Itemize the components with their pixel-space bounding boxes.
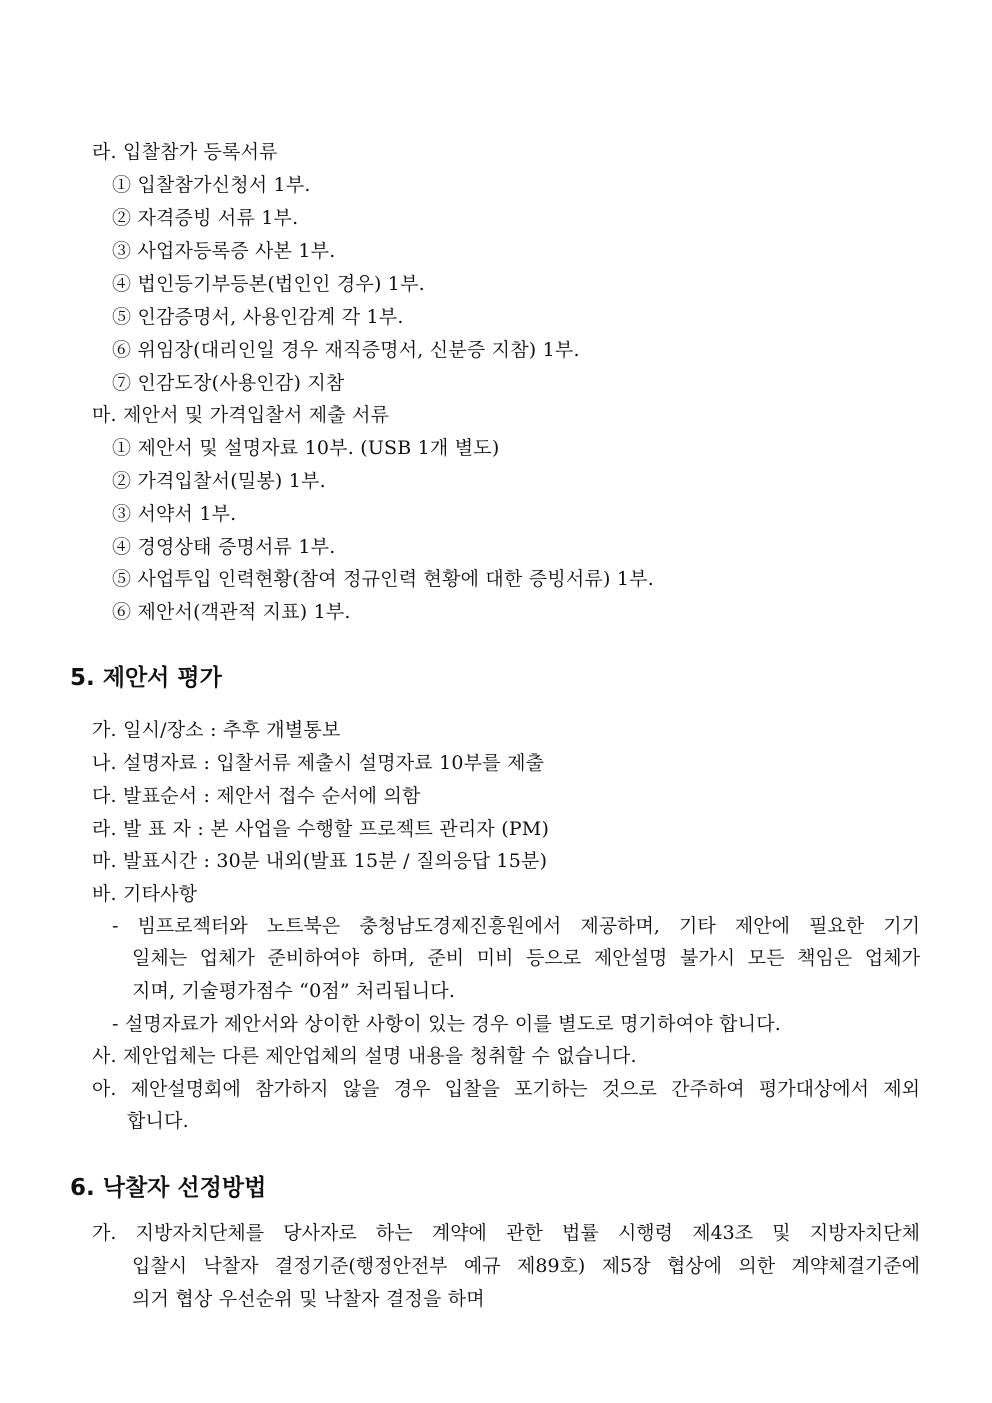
list-item: ⑤ 인감증명서, 사용인감계 각 1부.	[112, 306, 404, 328]
etc-bullet-line: - 빔프로젝터와 노트북은 충청남도경제진흥원에서 제공하며, 기타 제안에 필요한 기기	[112, 915, 920, 937]
list-item: ⑥ 제안서(객관적 지표) 1부.	[112, 601, 351, 623]
list-item: 바. 기타사항	[92, 883, 198, 905]
etc-bullet-line: 일체는 업체가 준비하여야 하며, 준비 미비 등으로 제안설명 불가시 모든 책임은 업체가	[132, 947, 920, 969]
list-item: ① 제안서 및 설명자료 10부. (USB 1개 별도)	[112, 437, 500, 459]
heading-ra-registration: 라. 입찰참가 등록서류	[92, 141, 278, 163]
list-item-continuation: 의거 협상 우선순위 및 낙찰자 결정을 하며	[132, 1288, 485, 1310]
list-item: 가. 지방자치단체를 당사자로 하는 계약에 관한 법률 시행령 제43조 및 지방자치단체	[92, 1222, 920, 1244]
section-title-5: 5. 제안서 평가	[70, 665, 222, 691]
list-item: 나. 설명자료 : 입찰서류 제출시 설명자료 10부를 제출	[92, 752, 545, 774]
list-item: ④ 경영상태 증명서류 1부.	[112, 536, 336, 558]
list-item: ⑥ 위임장(대리인일 경우 재직증명서, 신분증 지참) 1부.	[112, 339, 580, 361]
etc-bullet-line: 지며, 기술평가점수 “0점” 처리됩니다.	[132, 980, 456, 1002]
list-item: 가. 일시/장소 : 추후 개별통보	[92, 719, 341, 741]
list-item-continuation: 입찰시 낙찰자 결정기준(행정안전부 예규 제89호) 제5장 협상에 의한 계약체결기준에	[132, 1255, 920, 1277]
list-item: ① 입찰참가신청서 1부.	[112, 174, 311, 196]
list-item: 마. 발표시간 : 30분 내외(발표 15분 / 질의응답 15분)	[92, 850, 548, 872]
list-item: ③ 서약서 1부.	[112, 503, 237, 525]
list-item: 라. 발 표 자 : 본 사업을 수행할 프로젝트 관리자 (PM)	[92, 818, 550, 840]
list-item: ③ 사업자등록증 사본 1부.	[112, 240, 336, 262]
list-item-continuation: 합니다.	[127, 1110, 189, 1132]
list-item: ② 가격입찰서(밀봉) 1부.	[112, 470, 326, 492]
list-item: 아. 제안설명회에 참가하지 않을 경우 입찰을 포기하는 것으로 간주하여 평가대상에서 제외	[92, 1078, 920, 1100]
heading-ma-submission: 마. 제안서 및 가격입찰서 제출 서류	[92, 404, 390, 426]
list-item: 사. 제안업체는 다른 제안업체의 설명 내용을 청취할 수 없습니다.	[92, 1045, 637, 1067]
list-item: ④ 법인등기부등본(법인인 경우) 1부.	[112, 273, 425, 295]
list-item: ② 자격증빙 서류 1부.	[112, 207, 299, 229]
list-item: ⑦ 인감도장(사용인감) 지참	[112, 372, 345, 394]
list-item: 다. 발표순서 : 제안서 접수 순서에 의함	[92, 785, 421, 807]
etc-bullet-line: - 설명자료가 제안서와 상이한 사항이 있는 경우 이를 별도로 명기하여야 합니다.	[112, 1013, 781, 1035]
list-item: ⑤ 사업투입 인력현황(참여 정규인력 현황에 대한 증빙서류) 1부.	[112, 568, 654, 590]
section-title-6: 6. 낙찰자 선정방법	[70, 1175, 267, 1201]
